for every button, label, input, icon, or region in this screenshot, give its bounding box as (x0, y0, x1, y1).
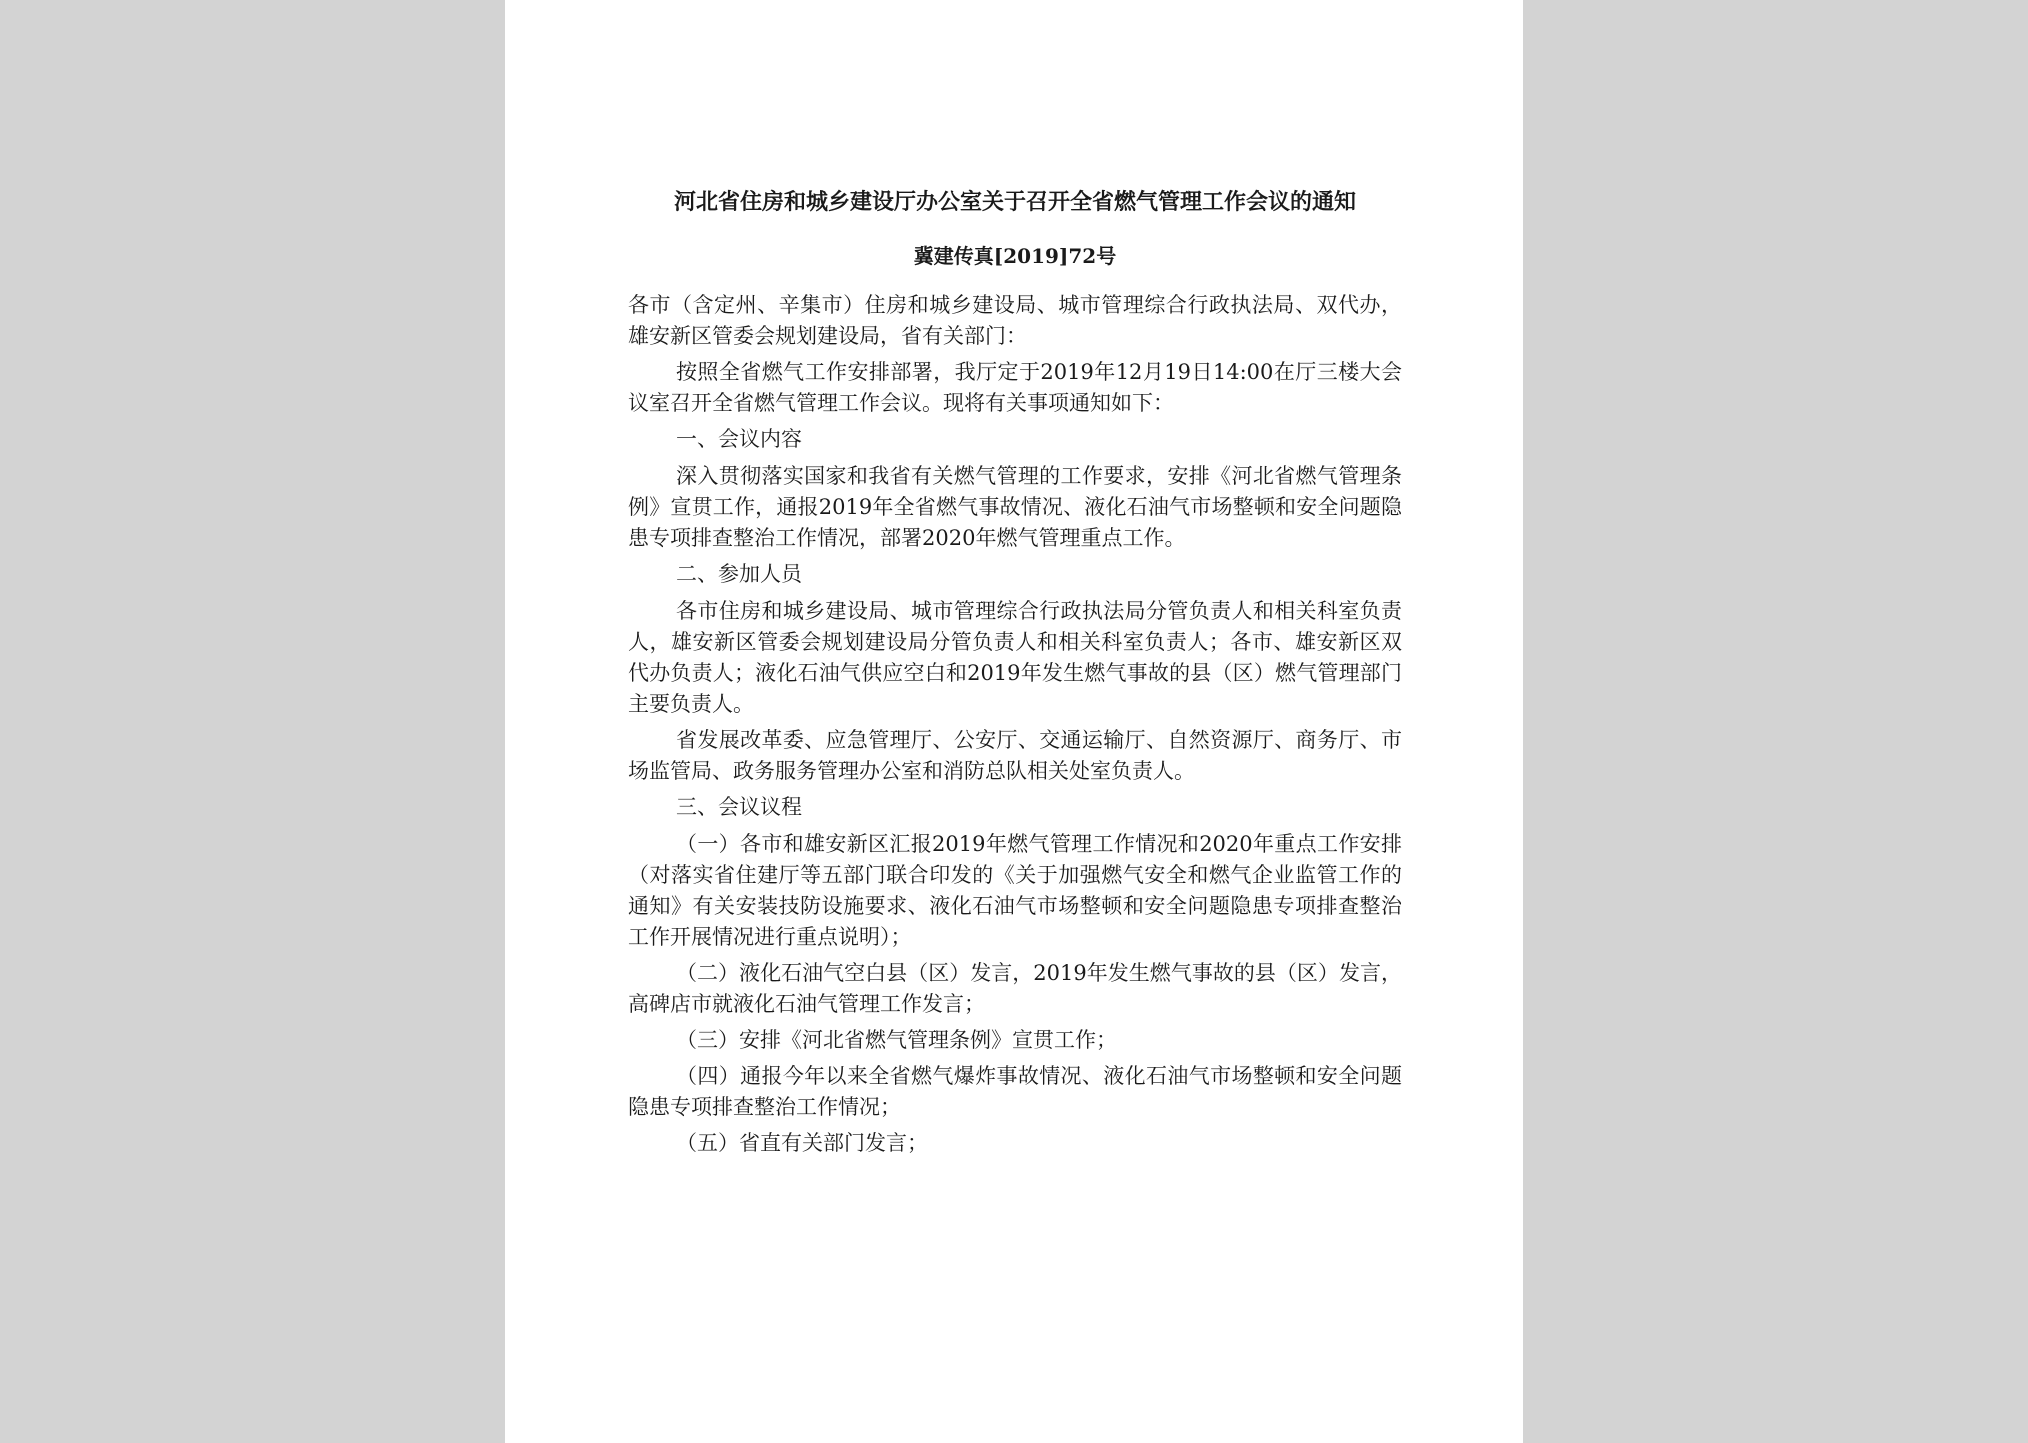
meeting-content-paragraph: 深入贯彻落实国家和我省有关燃气管理的工作要求，安排《河北省燃气管理条例》宣贯工作，通报2019年全省燃气事故情况、液化石油气市场整顿和安全问题隐患专项排查整治工作情况，部署2020年燃气管理重点工作。 (628, 464, 1402, 550)
section-heading-agenda: 三、会议议程 (676, 795, 802, 819)
agenda-item: （三）安排《河北省燃气管理条例》宣贯工作； (676, 1028, 1117, 1052)
addressee: 各市（含定州、辛集市）住房和城乡建设局、城市管理综合行政执法局、双代办，雄安新区管委会规划建设局，省有关部门： (628, 293, 1402, 348)
intro-paragraph: 按照全省燃气工作安排部署，我厅定于2019年12月19日14:00在厅三楼大会议室召开全省燃气管理工作会议。现将有关事项通知如下： (628, 360, 1402, 415)
agenda-item: （一）各市和雄安新区汇报2019年燃气管理工作情况和2020年重点工作安排（对落实省住建厅等五部门联合印发的《关于加强燃气安全和燃气企业监管工作的通知》有关安装技防设施要求、液化石油气市场整顿和安全问题隐患专项排查整治工作开展情况进行重点说明）； (628, 832, 1402, 949)
section-heading-attendees: 二、参加人员 (676, 562, 802, 586)
document-title: 河北省住房和城乡建设厅办公室关于召开全省燃气管理工作会议的通知 (673, 189, 1356, 215)
document-body (628, 290, 1402, 1159)
agenda-item: （二）液化石油气空白县（区）发言，2019年发生燃气事故的县（区）发言，高碑店市就液化石油气管理工作发言； (628, 961, 1402, 1016)
agenda-item: （五）省直有关部门发言； (676, 1131, 928, 1155)
document-page (505, 0, 1523, 1443)
document-number: 冀建传真[2019]72号 (913, 244, 1117, 268)
section-heading-content: 一、会议内容 (676, 427, 802, 451)
attendees-paragraph-2: 省发展改革委、应急管理厅、公安厅、交通运输厅、自然资源厅、商务厅、市场监管局、政务服务管理办公室和消防总队相关处室负责人。 (628, 728, 1402, 783)
agenda-item: （四）通报今年以来全省燃气爆炸事故情况、液化石油气市场整顿和安全问题隐患专项排查整治工作情况； (628, 1064, 1402, 1119)
attendees-paragraph-1: 各市住房和城乡建设局、城市管理综合行政执法局分管负责人和相关科室负责人，雄安新区管委会规划建设局分管负责人和相关科室负责人；各市、雄安新区双代办负责人；液化石油气供应空白和2019年发生燃气事故的县（区）燃气管理部门主要负责人。 (628, 599, 1402, 716)
